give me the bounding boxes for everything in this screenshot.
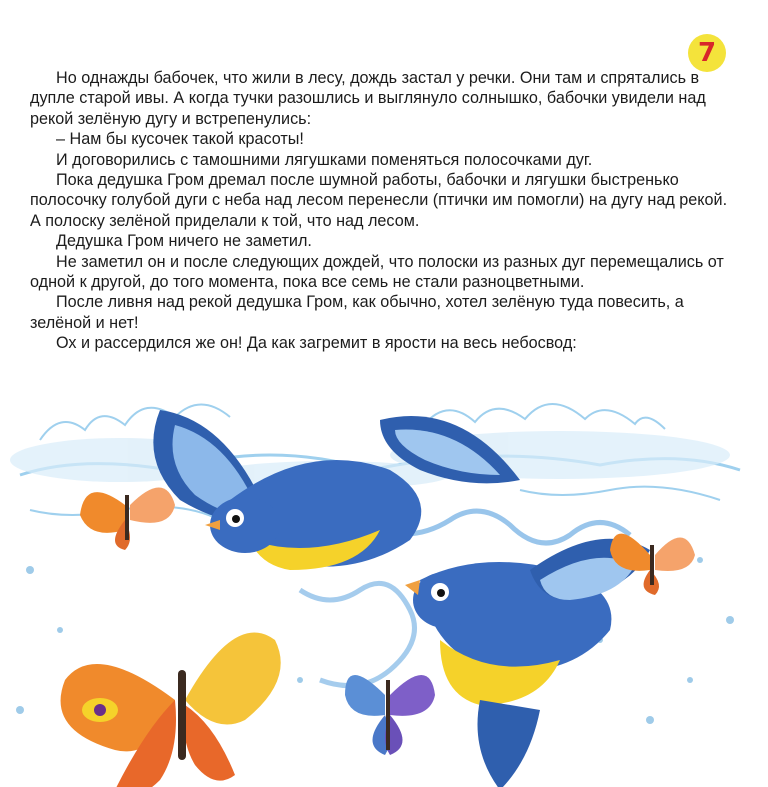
page-number-badge — [688, 34, 726, 72]
paragraph: После ливня над рекой дедушка Гром, как обычно, хотел зелёную туда повесить, а зелёной и нет! — [30, 293, 684, 332]
paragraph: Но однажды бабочек, что жили в лесу, дождь застал у речки. Они там и спрятались в дупле старой ивы. А когда тучки разошлись и выглянуло солнышко, бабочки увидели над рекой зелёную дугу и встрепенулись: — [30, 69, 706, 128]
birds-butterflies-illustration — [0, 380, 768, 787]
blue-butterfly — [345, 675, 435, 755]
orange-butterfly-left — [80, 488, 175, 551]
paragraph: Дедушка Гром ничего не заметил. — [56, 232, 312, 251]
orange-butterfly-large — [61, 633, 281, 787]
paragraph: Ох и рассердился же он! Да как загремит в ярости на весь небосвод: — [56, 334, 577, 353]
page-number: 7 — [697, 38, 717, 68]
orange-butterfly-right — [610, 534, 695, 595]
paragraph: Пока дедушка Гром дремал после шумной работы, бабочки и лягушки быстренько полосочку голубой дуги с неба над лесом перенесли (птички им помогли) на дугу над рекой. А полоску зелёной приделали к той, что над лесом. — [30, 171, 728, 230]
paragraph: Не заметил он и после следующих дождей, что полоски из разных дуг перемещались от одной к другой, до того момента, пока все семь не стали разноцветными. — [30, 252, 724, 292]
story-text — [30, 68, 730, 354]
right-bird — [405, 539, 650, 787]
left-bird — [153, 410, 520, 570]
paragraph: И договорились с тамошними лягушками поменяться полосочками дуг. — [56, 150, 593, 169]
ribbon — [300, 583, 415, 685]
paragraph: – Нам бы кусочек такой красоты! — [56, 130, 304, 149]
